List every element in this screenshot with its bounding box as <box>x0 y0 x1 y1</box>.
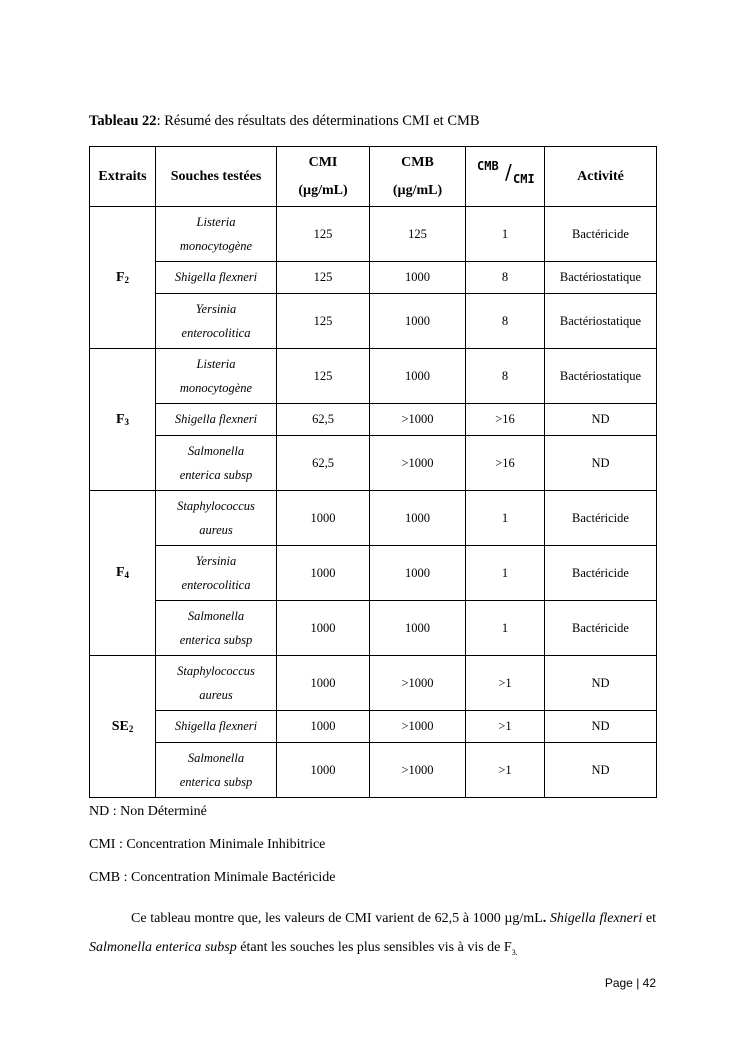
table-row <box>90 491 657 546</box>
strain-cell: Yersinia enterocolitica <box>156 294 277 349</box>
strain-cell: Yersinia enterocolitica <box>156 546 277 601</box>
cmb-cell: >1000 <box>370 404 466 436</box>
header-activite: Activité <box>545 147 657 207</box>
ratio-cell: 1 <box>466 601 545 656</box>
ratio-cell: 1 <box>466 546 545 601</box>
activity-cell: ND <box>545 711 657 743</box>
cmi-cell: 1000 <box>277 656 370 711</box>
table-row <box>90 262 657 294</box>
cmb-cell: 1000 <box>370 349 466 404</box>
cmb-cell: 1000 <box>370 294 466 349</box>
cmb-cell: >1000 <box>370 436 466 491</box>
extract-cell: $F_4$ <box>90 491 156 656</box>
note-cmb: CMB : Concentration Minimale Bactéricide <box>89 870 336 885</box>
strain-cell: Salmonella enterica subsp <box>156 743 277 798</box>
strain-cell: Staphylococcus aureus <box>156 491 277 546</box>
cmi-cell: 125 <box>277 294 370 349</box>
strain-cell: Salmonella enterica subsp <box>156 601 277 656</box>
table-row <box>90 546 657 601</box>
strain-cell: Listeria monocytogène <box>156 207 277 262</box>
ratio-cell: 8 <box>466 294 545 349</box>
cmi-cell: 1000 <box>277 711 370 743</box>
cmi-cell: 125 <box>277 207 370 262</box>
page-number: Page | 42 <box>604 976 656 990</box>
cmb-cell: 1000 <box>370 262 466 294</box>
cmb-cell: 1000 <box>370 601 466 656</box>
table-row <box>90 711 657 743</box>
note-nd: ND : Non Déterminé <box>89 804 207 819</box>
header-ratio: CMB / CMI <box>466 147 545 207</box>
table-row <box>90 207 657 262</box>
activity-cell: Bactéricide <box>545 546 657 601</box>
cmi-cell: 62,5 <box>277 436 370 491</box>
ratio-cell: >1 <box>466 743 545 798</box>
cmb-cell: >1000 <box>370 743 466 798</box>
ratio-cell: 1 <box>466 491 545 546</box>
ratio-cell: 1 <box>466 207 545 262</box>
table-row <box>90 436 657 491</box>
header-cmi: CMI (µg/mL) <box>277 147 370 207</box>
table-row <box>90 404 657 436</box>
activity-cell: Bactériostatique <box>545 262 657 294</box>
header-cmb: CMB (µg/mL) <box>370 147 466 207</box>
cmb-cell: 1000 <box>370 491 466 546</box>
strain-cell: Listeria monocytogène <box>156 349 277 404</box>
table-row <box>90 743 657 798</box>
ratio-cell: 8 <box>466 349 545 404</box>
table-row <box>90 349 657 404</box>
ratio-cell: >16 <box>466 404 545 436</box>
cmi-cell: 1000 <box>277 601 370 656</box>
header-souches: Souches testées <box>156 147 277 207</box>
cmi-cell: 1000 <box>277 546 370 601</box>
table-row <box>90 601 657 656</box>
strain-cell: Shigella flexneri <box>156 262 277 294</box>
cmb-cell: >1000 <box>370 656 466 711</box>
activity-cell: ND <box>545 743 657 798</box>
caption-text: : Résumé des résultats des déterminations CMI et CMB <box>156 113 480 129</box>
table-row <box>90 294 657 349</box>
cmb-cell: >1000 <box>370 711 466 743</box>
caption-label: Tableau 22 <box>89 113 157 129</box>
strain-cell: Shigella flexneri <box>156 404 277 436</box>
table-body <box>90 207 657 798</box>
extract-cell: $SE_2$ <box>90 656 156 798</box>
activity-cell: Bactéricide <box>545 491 657 546</box>
extract-cell: $F_2$ <box>90 207 156 349</box>
ratio-cell: >1 <box>466 711 545 743</box>
ratio-cell: 8 <box>466 262 545 294</box>
cmi-cell: 125 <box>277 262 370 294</box>
activity-cell: ND <box>545 436 657 491</box>
cmb-cell: 125 <box>370 207 466 262</box>
cmi-cell: 1000 <box>277 743 370 798</box>
ratio-cell: >16 <box>466 436 545 491</box>
summary-paragraph: Ce tableau montre que, les valeurs de CMI varient de 62,5 à 1000 µg/mL. Shigella flexneri et Salmonella enterica subsp étant les souches les plus sensibles vis à vis de $F_{3.}$ <box>89 911 656 957</box>
extract-cell: $F_3$ <box>90 349 156 491</box>
results-table <box>89 146 657 798</box>
note-cmi: CMI : Concentration Minimale Inhibitrice <box>89 837 326 852</box>
activity-cell: Bactériostatique <box>545 349 657 404</box>
activity-cell: Bactériostatique <box>545 294 657 349</box>
cmb-cell: 1000 <box>370 546 466 601</box>
activity-cell: Bactéricide <box>545 207 657 262</box>
cmi-cell: 125 <box>277 349 370 404</box>
strain-cell: Shigella flexneri <box>156 711 277 743</box>
table-caption <box>89 113 480 130</box>
strain-cell: Salmonella enterica subsp <box>156 436 277 491</box>
activity-cell: Bactéricide <box>545 601 657 656</box>
activity-cell: ND <box>545 404 657 436</box>
ratio-cell: >1 <box>466 656 545 711</box>
cmi-cell: 62,5 <box>277 404 370 436</box>
cmi-cell: 1000 <box>277 491 370 546</box>
strain-cell: Staphylococcus aureus <box>156 656 277 711</box>
header-extraits: Extraits <box>90 147 156 207</box>
table-row <box>90 656 657 711</box>
activity-cell: ND <box>545 656 657 711</box>
